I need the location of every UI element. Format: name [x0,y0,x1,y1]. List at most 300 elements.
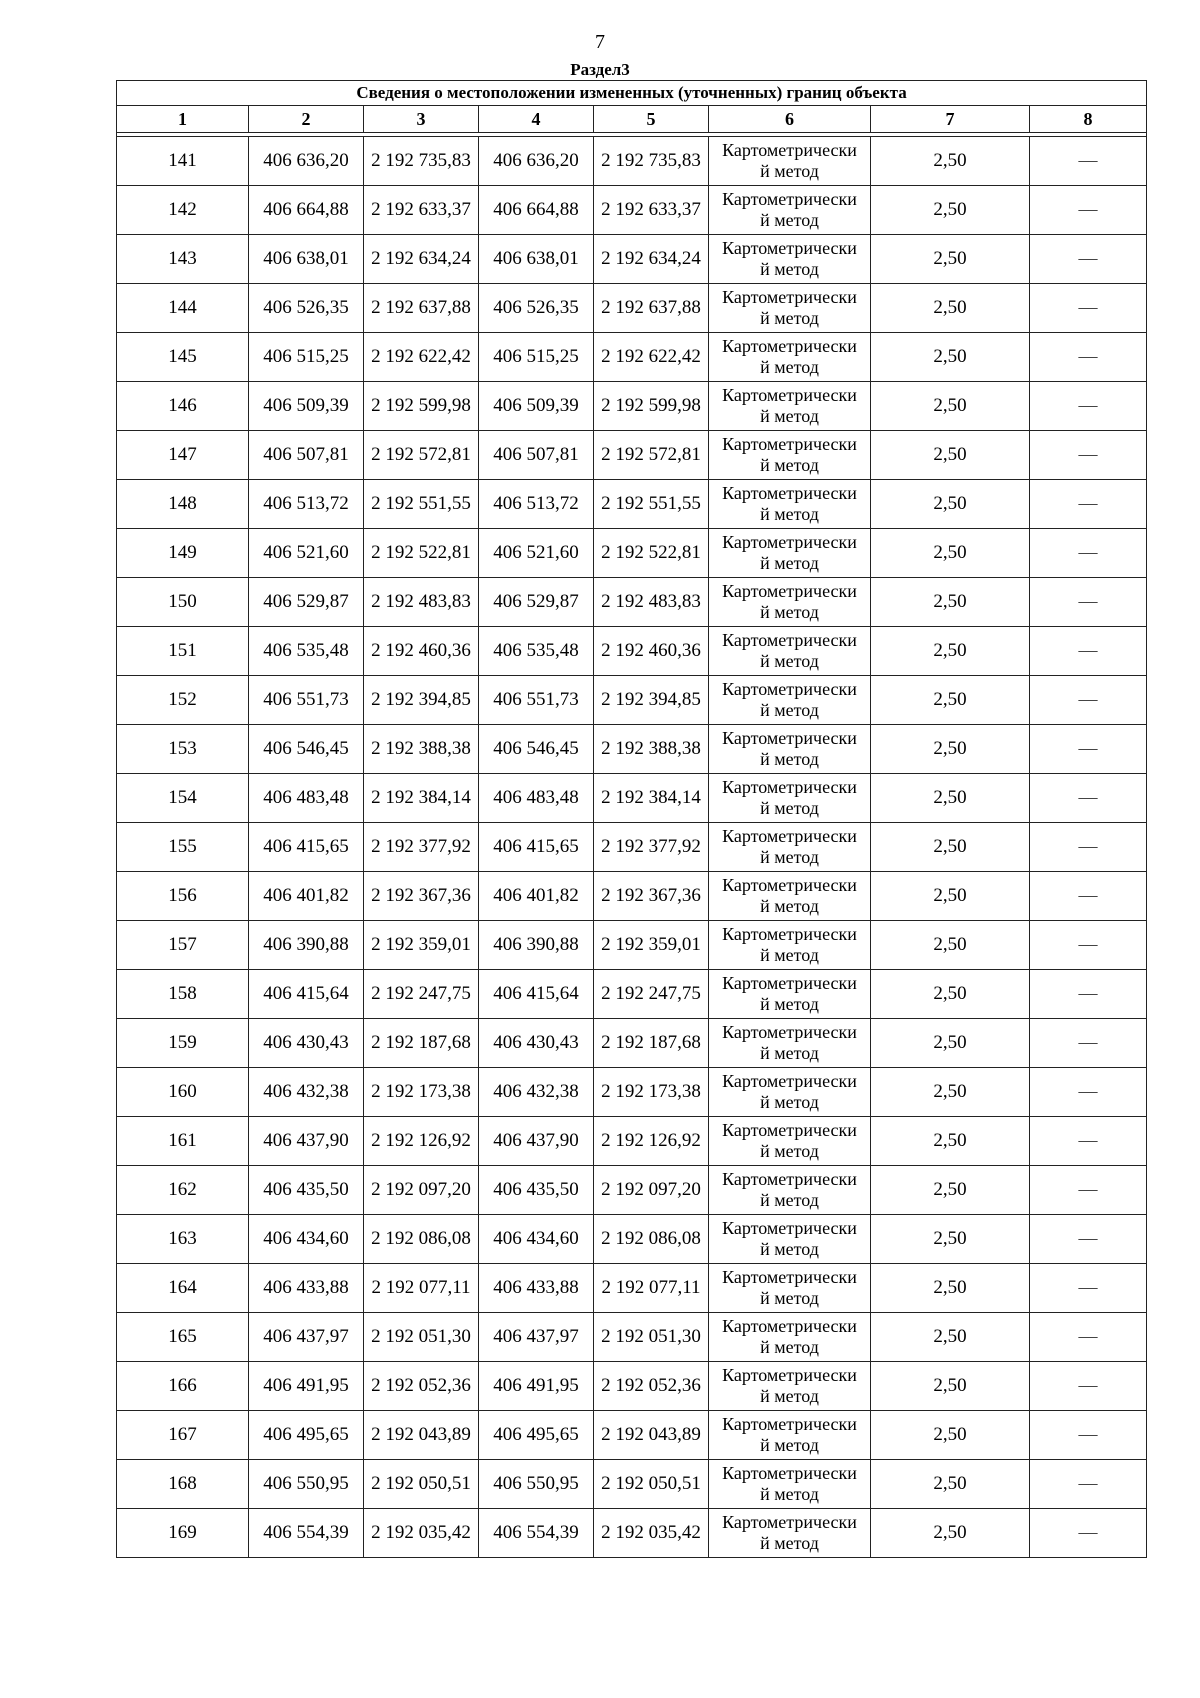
y-old-cell: 2 192 522,81 [364,529,479,578]
point-number-cell: 149 [117,529,249,578]
method-line-2: й метод [760,259,819,279]
accuracy-cell: 2,50 [871,725,1030,774]
accuracy-cell: 2,50 [871,431,1030,480]
y-old-cell: 2 192 247,75 [364,970,479,1019]
point-number-cell: 160 [117,1068,249,1117]
method-cell [709,235,871,284]
x-old-cell: 406 495,65 [249,1411,364,1460]
y-old-cell: 2 192 633,37 [364,186,479,235]
x-old-cell: 406 546,45 [249,725,364,774]
accuracy-cell: 2,50 [871,333,1030,382]
y-old-cell: 2 192 126,92 [364,1117,479,1166]
description-cell: — [1030,1215,1147,1264]
column-number-1: 1 [117,106,249,133]
boundary-coordinates-table [116,80,1147,1558]
y-new-cell: 2 192 388,38 [594,725,709,774]
y-old-cell: 2 192 187,68 [364,1019,479,1068]
y-new-cell: 2 192 247,75 [594,970,709,1019]
method-cell [709,333,871,382]
point-number-cell: 161 [117,1117,249,1166]
method-line-2: й метод [760,749,819,769]
y-old-cell: 2 192 377,92 [364,823,479,872]
description-cell: — [1030,1019,1147,1068]
y-old-cell: 2 192 599,98 [364,382,479,431]
point-number-cell: 165 [117,1313,249,1362]
method-line-1: Картометрически [722,189,857,209]
y-old-cell: 2 192 637,88 [364,284,479,333]
description-cell: — [1030,333,1147,382]
x-new-cell: 406 638,01 [479,235,594,284]
column-number-5: 5 [594,106,709,133]
accuracy-cell: 2,50 [871,1509,1030,1558]
description-cell: — [1030,774,1147,823]
point-number-cell: 150 [117,578,249,627]
point-number-cell: 151 [117,627,249,676]
accuracy-cell: 2,50 [871,382,1030,431]
table-row [117,627,1147,676]
method-line-1: Картометрически [722,483,857,503]
point-number-cell: 144 [117,284,249,333]
table-row [117,1068,1147,1117]
x-new-cell: 406 437,90 [479,1117,594,1166]
method-line-1: Картометрически [722,581,857,601]
table-row [117,1264,1147,1313]
method-line-2: й метод [760,847,819,867]
method-line-2: й метод [760,651,819,671]
accuracy-cell: 2,50 [871,235,1030,284]
method-line-2: й метод [760,1337,819,1357]
x-new-cell: 406 437,97 [479,1313,594,1362]
method-line-2: й метод [760,1239,819,1259]
method-line-2: й метод [760,455,819,475]
description-cell: — [1030,725,1147,774]
accuracy-cell: 2,50 [871,1117,1030,1166]
point-number-cell: 166 [117,1362,249,1411]
y-old-cell: 2 192 483,83 [364,578,479,627]
method-cell [709,1068,871,1117]
y-new-cell: 2 192 043,89 [594,1411,709,1460]
method-line-1: Картометрически [722,1022,857,1042]
x-new-cell: 406 509,39 [479,382,594,431]
method-cell [709,725,871,774]
y-old-cell: 2 192 035,42 [364,1509,479,1558]
table-row [117,1411,1147,1460]
y-old-cell: 2 192 043,89 [364,1411,479,1460]
method-line-2: й метод [760,1533,819,1553]
table-row [117,529,1147,578]
table-row [117,725,1147,774]
accuracy-cell: 2,50 [871,1166,1030,1215]
point-number-cell: 142 [117,186,249,235]
x-old-cell: 406 435,50 [249,1166,364,1215]
accuracy-cell: 2,50 [871,970,1030,1019]
x-old-cell: 406 550,95 [249,1460,364,1509]
x-new-cell: 406 432,38 [479,1068,594,1117]
accuracy-cell: 2,50 [871,872,1030,921]
x-old-cell: 406 521,60 [249,529,364,578]
table-row [117,382,1147,431]
y-new-cell: 2 192 173,38 [594,1068,709,1117]
method-line-2: й метод [760,1386,819,1406]
y-old-cell: 2 192 572,81 [364,431,479,480]
description-cell: — [1030,1068,1147,1117]
method-line-2: й метод [760,1435,819,1455]
accuracy-cell: 2,50 [871,578,1030,627]
y-new-cell: 2 192 187,68 [594,1019,709,1068]
description-cell: — [1030,1411,1147,1460]
method-line-1: Картометрически [722,777,857,797]
y-new-cell: 2 192 483,83 [594,578,709,627]
method-line-2: й метод [760,1092,819,1112]
y-new-cell: 2 192 086,08 [594,1215,709,1264]
description-cell: — [1030,823,1147,872]
point-number-cell: 156 [117,872,249,921]
x-new-cell: 406 529,87 [479,578,594,627]
y-new-cell: 2 192 384,14 [594,774,709,823]
y-new-cell: 2 192 077,11 [594,1264,709,1313]
method-cell [709,480,871,529]
y-old-cell: 2 192 460,36 [364,627,479,676]
method-line-1: Картометрически [722,1414,857,1434]
y-new-cell: 2 192 622,42 [594,333,709,382]
table-row [117,1509,1147,1558]
y-new-cell: 2 192 633,37 [594,186,709,235]
y-new-cell: 2 192 126,92 [594,1117,709,1166]
x-new-cell: 406 664,88 [479,186,594,235]
section-title: Раздел3 [570,60,630,79]
point-number-cell: 164 [117,1264,249,1313]
accuracy-cell: 2,50 [871,1019,1030,1068]
point-number-cell: 158 [117,970,249,1019]
description-cell: — [1030,480,1147,529]
x-old-cell: 406 554,39 [249,1509,364,1558]
method-line-1: Картометрически [722,1071,857,1091]
method-line-1: Картометрически [722,434,857,454]
x-new-cell: 406 535,48 [479,627,594,676]
x-old-cell: 406 509,39 [249,382,364,431]
method-line-2: й метод [760,1484,819,1504]
point-number-cell: 146 [117,382,249,431]
method-cell [709,578,871,627]
method-line-2: й метод [760,994,819,1014]
method-line-1: Картометрически [722,336,857,356]
accuracy-cell: 2,50 [871,1215,1030,1264]
table-row [117,872,1147,921]
point-number-cell: 152 [117,676,249,725]
method-cell [709,1117,871,1166]
table-row [117,235,1147,284]
x-new-cell: 406 495,65 [479,1411,594,1460]
column-number-6: 6 [709,106,871,133]
column-number-7: 7 [871,106,1030,133]
table-row [117,578,1147,627]
table-row [117,1313,1147,1362]
page-number: 7 [595,31,605,53]
x-new-cell: 406 513,72 [479,480,594,529]
point-number-cell: 155 [117,823,249,872]
y-old-cell: 2 192 050,51 [364,1460,479,1509]
x-new-cell: 406 390,88 [479,921,594,970]
method-cell [709,921,871,970]
y-old-cell: 2 192 051,30 [364,1313,479,1362]
point-number-cell: 157 [117,921,249,970]
table-caption: Сведения о местоположении измененных (уточненных) границ объекта [117,81,1147,106]
x-new-cell: 406 551,73 [479,676,594,725]
method-cell [709,1215,871,1264]
x-new-cell: 406 526,35 [479,284,594,333]
method-cell [709,1264,871,1313]
method-cell [709,1313,871,1362]
y-new-cell: 2 192 359,01 [594,921,709,970]
x-new-cell: 406 546,45 [479,725,594,774]
method-line-1: Картометрически [722,1267,857,1287]
y-old-cell: 2 192 735,83 [364,137,479,186]
point-number-cell: 168 [117,1460,249,1509]
y-old-cell: 2 192 077,11 [364,1264,479,1313]
method-line-1: Картометрически [722,924,857,944]
table-row [117,676,1147,725]
x-old-cell: 406 513,72 [249,480,364,529]
accuracy-cell: 2,50 [871,774,1030,823]
description-cell: — [1030,1460,1147,1509]
method-line-2: й метод [760,602,819,622]
y-old-cell: 2 192 384,14 [364,774,479,823]
point-number-cell: 154 [117,774,249,823]
y-old-cell: 2 192 052,36 [364,1362,479,1411]
method-line-2: й метод [760,504,819,524]
method-line-1: Картометрически [722,973,857,993]
table-row [117,431,1147,480]
method-cell [709,1166,871,1215]
x-old-cell: 406 415,64 [249,970,364,1019]
description-cell: — [1030,382,1147,431]
method-line-2: й метод [760,357,819,377]
y-new-cell: 2 192 460,36 [594,627,709,676]
method-line-1: Картометрически [722,826,857,846]
y-old-cell: 2 192 097,20 [364,1166,479,1215]
x-old-cell: 406 434,60 [249,1215,364,1264]
y-old-cell: 2 192 388,38 [364,725,479,774]
y-new-cell: 2 192 377,92 [594,823,709,872]
description-cell: — [1030,970,1147,1019]
y-new-cell: 2 192 572,81 [594,431,709,480]
x-old-cell: 406 638,01 [249,235,364,284]
table-row [117,1215,1147,1264]
accuracy-cell: 2,50 [871,1313,1030,1362]
y-new-cell: 2 192 634,24 [594,235,709,284]
x-new-cell: 406 435,50 [479,1166,594,1215]
x-new-cell: 406 550,95 [479,1460,594,1509]
method-line-2: й метод [760,308,819,328]
method-line-1: Картометрически [722,1120,857,1140]
y-new-cell: 2 192 522,81 [594,529,709,578]
description-cell: — [1030,578,1147,627]
method-line-2: й метод [760,1141,819,1161]
y-old-cell: 2 192 394,85 [364,676,479,725]
y-old-cell: 2 192 551,55 [364,480,479,529]
method-line-2: й метод [760,553,819,573]
y-new-cell: 2 192 394,85 [594,676,709,725]
description-cell: — [1030,431,1147,480]
description-cell: — [1030,284,1147,333]
x-old-cell: 406 437,90 [249,1117,364,1166]
accuracy-cell: 2,50 [871,1362,1030,1411]
method-cell [709,1460,871,1509]
x-old-cell: 406 526,35 [249,284,364,333]
method-line-1: Картометрически [722,385,857,405]
point-number-cell: 143 [117,235,249,284]
x-new-cell: 406 636,20 [479,137,594,186]
x-new-cell: 406 521,60 [479,529,594,578]
x-new-cell: 406 430,43 [479,1019,594,1068]
x-new-cell: 406 415,65 [479,823,594,872]
method-cell [709,774,871,823]
method-cell [709,137,871,186]
method-line-2: й метод [760,1190,819,1210]
x-new-cell: 406 483,48 [479,774,594,823]
y-new-cell: 2 192 097,20 [594,1166,709,1215]
method-cell [709,627,871,676]
x-old-cell: 406 437,97 [249,1313,364,1362]
table-row [117,774,1147,823]
y-old-cell: 2 192 359,01 [364,921,479,970]
x-old-cell: 406 535,48 [249,627,364,676]
method-cell [709,382,871,431]
x-new-cell: 406 507,81 [479,431,594,480]
accuracy-cell: 2,50 [871,921,1030,970]
x-new-cell: 406 434,60 [479,1215,594,1264]
method-line-2: й метод [760,161,819,181]
x-old-cell: 406 433,88 [249,1264,364,1313]
y-old-cell: 2 192 634,24 [364,235,479,284]
description-cell: — [1030,529,1147,578]
method-cell [709,284,871,333]
accuracy-cell: 2,50 [871,823,1030,872]
y-old-cell: 2 192 086,08 [364,1215,479,1264]
point-number-cell: 167 [117,1411,249,1460]
method-cell [709,1411,871,1460]
method-line-1: Картометрически [722,140,857,160]
accuracy-cell: 2,50 [871,1068,1030,1117]
x-old-cell: 406 551,73 [249,676,364,725]
description-cell: — [1030,186,1147,235]
point-number-cell: 153 [117,725,249,774]
description-cell: — [1030,1117,1147,1166]
x-old-cell: 406 430,43 [249,1019,364,1068]
accuracy-cell: 2,50 [871,1460,1030,1509]
method-line-2: й метод [760,1288,819,1308]
x-new-cell: 406 433,88 [479,1264,594,1313]
method-line-2: й метод [760,700,819,720]
x-new-cell: 406 415,64 [479,970,594,1019]
y-old-cell: 2 192 173,38 [364,1068,479,1117]
method-cell [709,1362,871,1411]
accuracy-cell: 2,50 [871,186,1030,235]
table-row [117,137,1147,186]
table-row [117,480,1147,529]
description-cell: — [1030,235,1147,284]
point-number-cell: 163 [117,1215,249,1264]
table-row [117,1019,1147,1068]
column-number-8: 8 [1030,106,1147,133]
method-line-2: й метод [760,210,819,230]
method-line-1: Картометрически [722,1169,857,1189]
y-new-cell: 2 192 367,36 [594,872,709,921]
description-cell: — [1030,1509,1147,1558]
accuracy-cell: 2,50 [871,137,1030,186]
y-new-cell: 2 192 035,42 [594,1509,709,1558]
method-cell [709,186,871,235]
description-cell: — [1030,921,1147,970]
x-old-cell: 406 529,87 [249,578,364,627]
column-number-4: 4 [479,106,594,133]
table-row [117,284,1147,333]
point-number-cell: 147 [117,431,249,480]
method-line-2: й метод [760,1043,819,1063]
x-new-cell: 406 401,82 [479,872,594,921]
x-old-cell: 406 483,48 [249,774,364,823]
method-line-1: Картометрически [722,1316,857,1336]
point-number-cell: 148 [117,480,249,529]
method-cell [709,970,871,1019]
method-line-1: Картометрически [722,630,857,650]
description-cell: — [1030,676,1147,725]
x-new-cell: 406 515,25 [479,333,594,382]
x-old-cell: 406 636,20 [249,137,364,186]
method-line-1: Картометрически [722,238,857,258]
table-row [117,921,1147,970]
description-cell: — [1030,627,1147,676]
point-number-cell: 145 [117,333,249,382]
description-cell: — [1030,1362,1147,1411]
description-cell: — [1030,1264,1147,1313]
method-line-2: й метод [760,945,819,965]
method-cell [709,872,871,921]
x-old-cell: 406 390,88 [249,921,364,970]
y-new-cell: 2 192 551,55 [594,480,709,529]
x-old-cell: 406 664,88 [249,186,364,235]
accuracy-cell: 2,50 [871,480,1030,529]
table-row [117,186,1147,235]
method-line-2: й метод [760,896,819,916]
y-new-cell: 2 192 599,98 [594,382,709,431]
accuracy-cell: 2,50 [871,676,1030,725]
method-cell [709,431,871,480]
method-line-2: й метод [760,798,819,818]
x-new-cell: 406 491,95 [479,1362,594,1411]
point-number-cell: 162 [117,1166,249,1215]
x-old-cell: 406 507,81 [249,431,364,480]
y-new-cell: 2 192 050,51 [594,1460,709,1509]
x-old-cell: 406 401,82 [249,872,364,921]
table-row [117,1460,1147,1509]
x-old-cell: 406 515,25 [249,333,364,382]
method-cell [709,676,871,725]
table-row [117,1362,1147,1411]
y-new-cell: 2 192 052,36 [594,1362,709,1411]
point-number-cell: 141 [117,137,249,186]
point-number-cell: 159 [117,1019,249,1068]
y-new-cell: 2 192 735,83 [594,137,709,186]
column-number-2: 2 [249,106,364,133]
method-cell [709,1509,871,1558]
x-old-cell: 406 415,65 [249,823,364,872]
description-cell: — [1030,1166,1147,1215]
y-old-cell: 2 192 622,42 [364,333,479,382]
y-old-cell: 2 192 367,36 [364,872,479,921]
method-line-1: Картометрически [722,728,857,748]
accuracy-cell: 2,50 [871,627,1030,676]
